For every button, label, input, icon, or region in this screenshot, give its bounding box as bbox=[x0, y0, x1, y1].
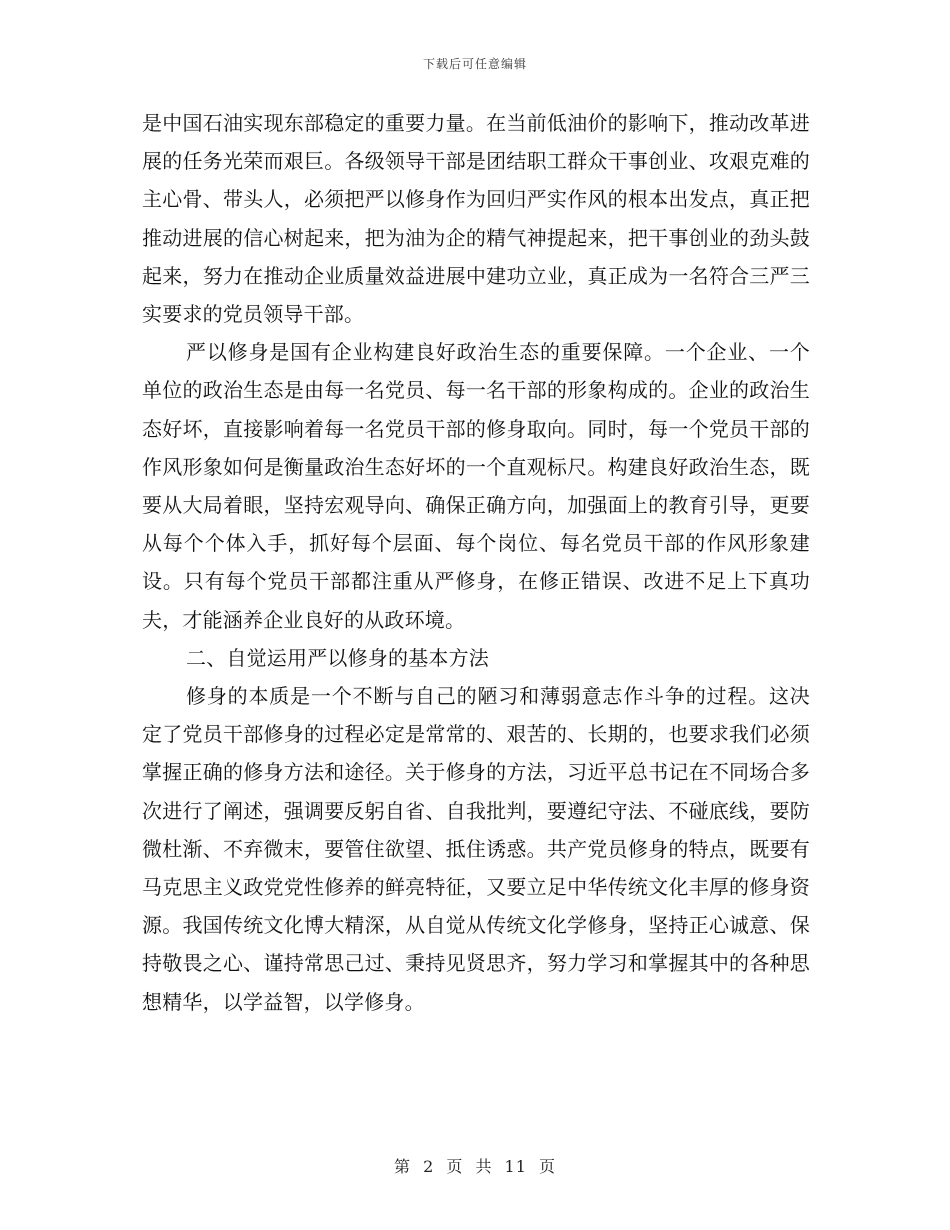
paragraph-political-ecology: 严以修身是国有企业构建良好政治生态的重要保障。一个企业、一个单位的政治生态是由每一名党员、每一名干部的形象构成的。企业的政治生态好坏，直接影响着每一名党员干部的修身取向。同时，每一个党员干部的作风形象如何是衡量政治生态好坏的一个直观标尺。构建良好政治生态，既要从大局着眼，坚持宏观导向、确保正确方向，加强面上的教育引导，更要从每个个体入手，抓好每个层面、每个岗位、每名党员干部的作风形象建设。只有每个党员干部都注重从严修身，在修正错误、改进不足上下真功夫，才能涵养企业良好的从政环境。 bbox=[142, 340, 810, 632]
paragraph-cultivation-method: 修身的本质是一个不断与自己的陋习和薄弱意志作斗争的过程。这决定了党员干部修身的过程必定是常常的、艰苦的、长期的，也要求我们必须掌握正确的修身方法和途径。关于修身的方法，习近平总书记在不同场合多次进行了阐述，强调要反躬自省、自我批判，要遵纪守法、不碰底线，要防微杜渐、不弃微末，要管住欲望、抵住诱惑。共产党员修身的特点，既要有马克思主义政党党性修养的鲜亮特征，又要立足中华传统文化丰厚的修身资源。我国传统文化博大精深，从自觉从传统文化学修身，坚持正心诚意、保持敬畏之心、谨持常思己过、秉持见贤思齐，努力学习和掌握其中的各种思想精华，以学益智，以学修身。 bbox=[142, 684, 810, 1014]
document-body bbox=[142, 104, 810, 1021]
paragraph-continuation: 是中国石油实现东部稳定的重要力量。在当前低油价的影响下，推动改革进展的任务光荣而艰巨。各级领导干部是团结职工群众干事创业、攻艰克难的主心骨、带头人，必须把严以修身作为回归严实作风的根本出发点，真正把推动进展的信心树起来，把为油为企的精气神提起来，把干事创业的劲头鼓起来，努力在推动企业质量效益进展中建功立业，真正成为一名符合三严三实要求的党员领导干部。 bbox=[142, 111, 810, 327]
page-number-footer: 第 2 页 共 11 页 bbox=[394, 1157, 556, 1176]
section-heading: 二、自觉运用严以修身的基本方法 bbox=[186, 645, 489, 670]
page-header: 下载后可任意编辑 bbox=[422, 57, 527, 71]
